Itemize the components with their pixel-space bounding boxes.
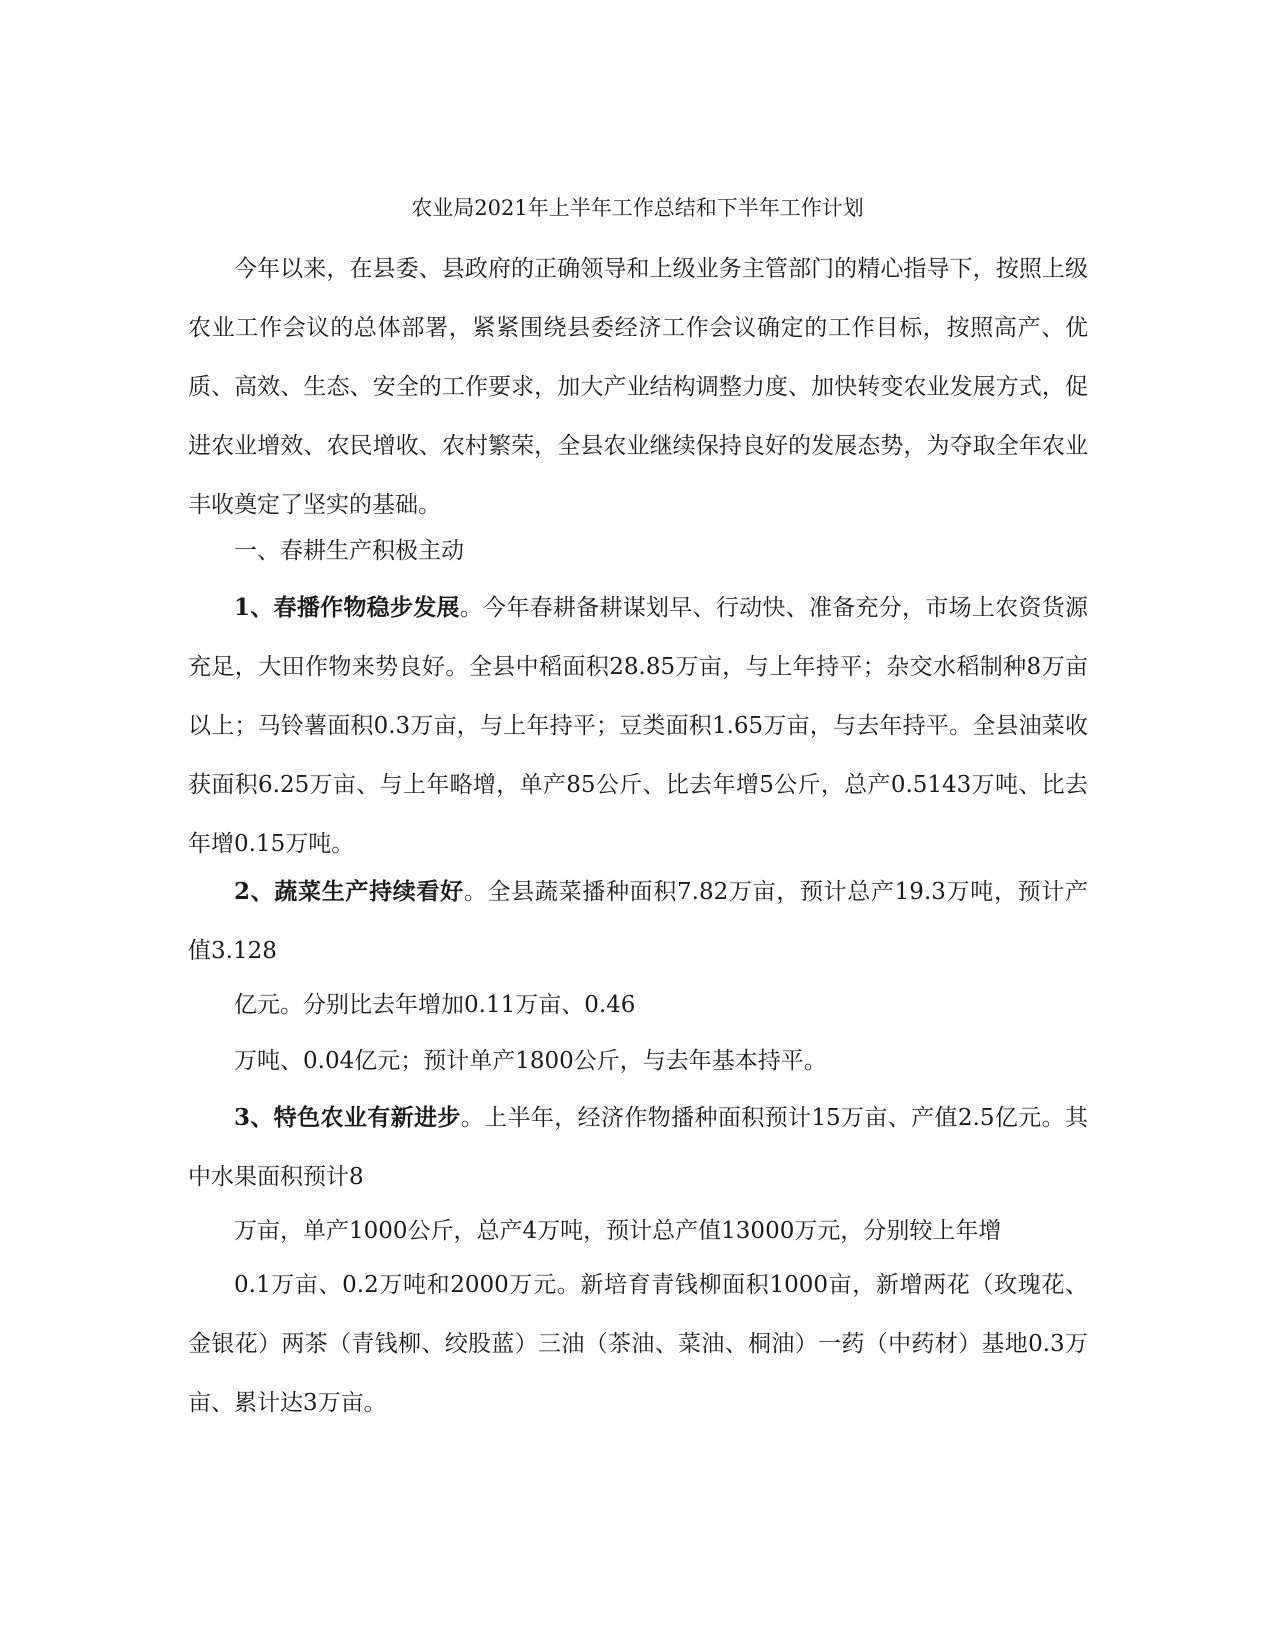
item-2-heading: 2、蔬菜生产持续看好 bbox=[234, 878, 464, 905]
item-1-heading: 1、春播作物稳步发展 bbox=[234, 594, 460, 621]
item-2-line-3: 万吨、0.04亿元；预计单产1800公斤，与去年基本持平。 bbox=[234, 1048, 827, 1074]
item-2-line-2: 亿元。分别比去年增加0.11万亩、0.46 bbox=[234, 992, 636, 1018]
item-3-line-3: 0.1万亩、0.2万吨和2000万元。新培育青钱柳面积1000亩，新增两花（玫瑰花、金银花）两茶（青钱柳、绞股蓝）三油（茶油、菜油、桐油）一药（中药材）基地0.3万亩、累计达3万亩。 bbox=[188, 1272, 1088, 1416]
item-3-line-2: 万亩，单产1000公斤，总产4万吨，预计总产值13000万元，分别较上年增 bbox=[234, 1218, 1002, 1244]
item-1-paragraph bbox=[188, 578, 1088, 874]
item-3-text: 。上半年，经济作物播种面积预计15万亩、产值2.5亿元。其中水果面积预计8 bbox=[188, 1105, 1088, 1190]
item-3-paragraph bbox=[188, 1088, 1088, 1207]
section-heading-spring-plowing: 一、春耕生产积极主动 bbox=[234, 538, 464, 564]
item-2-text: 。全县蔬菜播种面积7.82万亩，预计总产19.3万吨，预计产值3.128 bbox=[188, 879, 1088, 964]
item-1-text: 。今年春耕备耕谋划早、行动快、准备充分，市场上农资货源充足，大田作物来势良好。全县中稻面积28.85万亩，与上年持平；杂交水稻制种8万亩以上；马铃薯面积0.3万亩，与上年持平；豆类面积1.65万亩，与去年持平。全县油菜收获面积6.25万亩、与上年略增，单产85公斤、比去年增5公斤，总产0.5143万吨、比去年增0.15万吨。 bbox=[188, 595, 1088, 857]
item-3-heading: 3、特色农业有新进步 bbox=[234, 1104, 461, 1131]
intro-paragraph: 今年以来，在县委、县政府的正确领导和上级业务主管部门的精心指导下，按照上级农业工作会议的总体部署，紧紧围绕县委经济工作会议确定的工作目标，按照高产、优质、高效、生态、安全的工作要求，加大产业结构调整力度、加快转变农业发展方式，促进农业增效、农民增收、农村繁荣，全县农业继续保持良好的发展态势，为夺取全年农业丰收奠定了坚实的基础。 bbox=[188, 256, 1088, 518]
item-2-paragraph bbox=[188, 862, 1088, 981]
document-title: 农业局2021年上半年工作总结和下半年工作计划 bbox=[411, 196, 864, 220]
